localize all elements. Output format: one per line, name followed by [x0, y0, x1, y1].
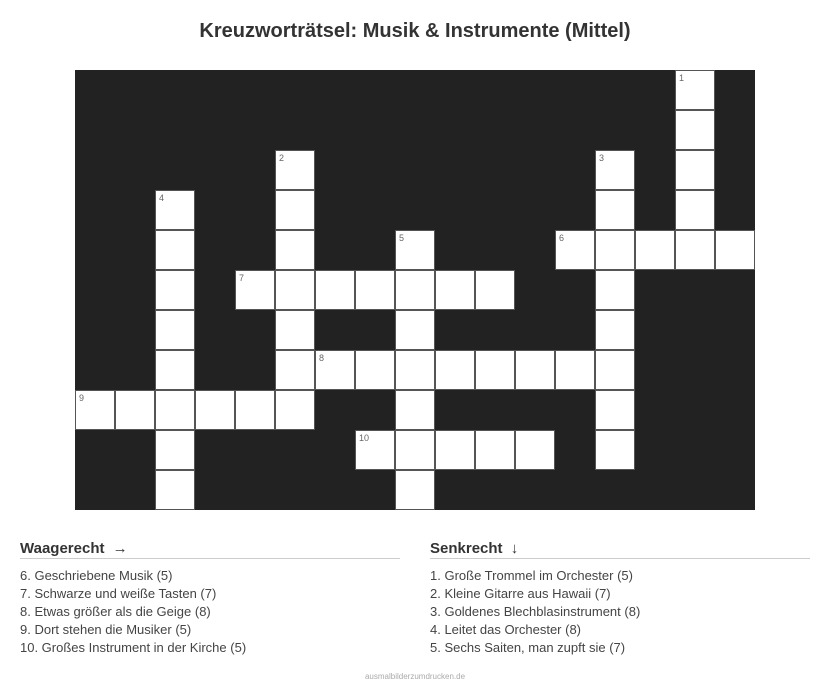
crossword-cell[interactable] — [275, 230, 315, 270]
crossword-cell[interactable] — [395, 230, 435, 270]
down-heading — [430, 540, 810, 559]
crossword-cell[interactable] — [475, 430, 515, 470]
crossword-cell[interactable] — [515, 430, 555, 470]
crossword-cell[interactable] — [275, 150, 315, 190]
crossword-cell[interactable] — [675, 230, 715, 270]
crossword-cell[interactable] — [155, 270, 195, 310]
crossword-cell[interactable] — [515, 350, 555, 390]
crossword-cell[interactable] — [435, 350, 475, 390]
crossword-cell[interactable] — [115, 390, 155, 430]
across-heading-label: Waagerecht — [20, 540, 105, 557]
across-clue-list — [20, 567, 400, 657]
clue-number: 3 — [599, 153, 605, 163]
crossword-cell[interactable] — [595, 430, 635, 470]
crossword-cell[interactable] — [155, 230, 195, 270]
down-clue: 4. Leitet das Orchester (8) — [430, 622, 582, 637]
crossword-cell[interactable] — [155, 470, 195, 510]
clue-number: 5 — [399, 233, 405, 243]
crossword-cell[interactable] — [355, 350, 395, 390]
crossword-cell[interactable] — [275, 350, 315, 390]
crossword-cell[interactable] — [715, 230, 755, 270]
crossword-cell[interactable] — [675, 150, 715, 190]
crossword-cell[interactable] — [355, 430, 395, 470]
crossword-cell[interactable] — [395, 470, 435, 510]
crossword-cell[interactable] — [395, 390, 435, 430]
crossword-cell[interactable] — [395, 350, 435, 390]
down-clue-list — [430, 567, 810, 657]
crossword-cell[interactable] — [155, 190, 195, 230]
crossword-cell[interactable] — [555, 350, 595, 390]
crossword-cell[interactable] — [195, 390, 235, 430]
down-heading-label: Senkrecht — [430, 540, 503, 557]
crossword-cell[interactable] — [595, 230, 635, 270]
crossword-cell[interactable] — [155, 430, 195, 470]
crossword-cell[interactable] — [155, 390, 195, 430]
crossword-cell[interactable] — [675, 110, 715, 150]
arrow-right-icon: → — [112, 540, 128, 557]
crossword-cell[interactable] — [475, 350, 515, 390]
crossword-cell[interactable] — [275, 390, 315, 430]
crossword-cell[interactable] — [595, 310, 635, 350]
clue-number: 9 — [79, 393, 85, 403]
clue-number: 10 — [359, 433, 370, 443]
crossword-cell[interactable] — [315, 350, 355, 390]
across-clue: 7. Schwarze und weiße Tasten (7) — [20, 586, 217, 601]
down-clue: 2. Kleine Gitarre aus Hawaii (7) — [430, 586, 611, 601]
crossword-cell[interactable] — [675, 190, 715, 230]
across-heading — [20, 540, 400, 559]
crossword-cell[interactable] — [435, 270, 475, 310]
crossword-cell[interactable] — [155, 350, 195, 390]
across-clues-panel — [20, 540, 400, 657]
clue-number: 1 — [679, 73, 685, 83]
across-clue: 6. Geschriebene Musik (5) — [20, 568, 173, 583]
crossword-cell[interactable] — [675, 70, 715, 110]
clue-number: 7 — [239, 273, 245, 283]
crossword-cell[interactable] — [275, 190, 315, 230]
crossword-cell[interactable] — [475, 270, 515, 310]
across-clue: 9. Dort stehen die Musiker (5) — [20, 622, 192, 637]
crossword-cell[interactable] — [275, 270, 315, 310]
crossword-grid — [75, 70, 755, 510]
clue-number: 4 — [159, 193, 165, 203]
crossword-cell[interactable] — [595, 350, 635, 390]
crossword-cell[interactable] — [595, 270, 635, 310]
down-clue: 5. Sechs Saiten, man zupft sie (7) — [430, 640, 626, 655]
across-clue: 8. Etwas größer als die Geige (8) — [20, 604, 211, 619]
puzzle-title: Kreuzworträtsel: Musik & Instrumente (Mittel) — [199, 20, 631, 42]
crossword-cell[interactable] — [595, 190, 635, 230]
crossword-cell[interactable] — [435, 430, 475, 470]
down-clue: 1. Große Trommel im Orchester (5) — [430, 568, 633, 583]
across-clue: 10. Großes Instrument in der Kirche (5) — [20, 640, 247, 655]
crossword-cell[interactable] — [395, 310, 435, 350]
crossword-cell[interactable] — [235, 390, 275, 430]
crossword-cell[interactable] — [75, 390, 115, 430]
crossword-cell[interactable] — [595, 150, 635, 190]
down-clues-panel — [430, 540, 810, 657]
clue-number: 6 — [559, 233, 565, 243]
crossword-cell[interactable] — [275, 310, 315, 350]
clue-number: 2 — [279, 153, 285, 163]
crossword-cell[interactable] — [595, 390, 635, 430]
crossword-cell[interactable] — [355, 270, 395, 310]
crossword-cell[interactable] — [235, 270, 275, 310]
crossword-cell[interactable] — [555, 230, 595, 270]
crossword-cell[interactable] — [395, 270, 435, 310]
down-clue: 3. Goldenes Blechblasinstrument (8) — [430, 604, 641, 619]
footer-watermark: ausmalbilderzumdrucken.de — [364, 672, 466, 681]
arrow-down-icon: ↓ — [510, 540, 519, 557]
crossword-cell[interactable] — [395, 430, 435, 470]
crossword-cell[interactable] — [635, 230, 675, 270]
crossword-cell[interactable] — [315, 270, 355, 310]
crossword-cell[interactable] — [155, 310, 195, 350]
clue-number: 8 — [319, 353, 325, 363]
